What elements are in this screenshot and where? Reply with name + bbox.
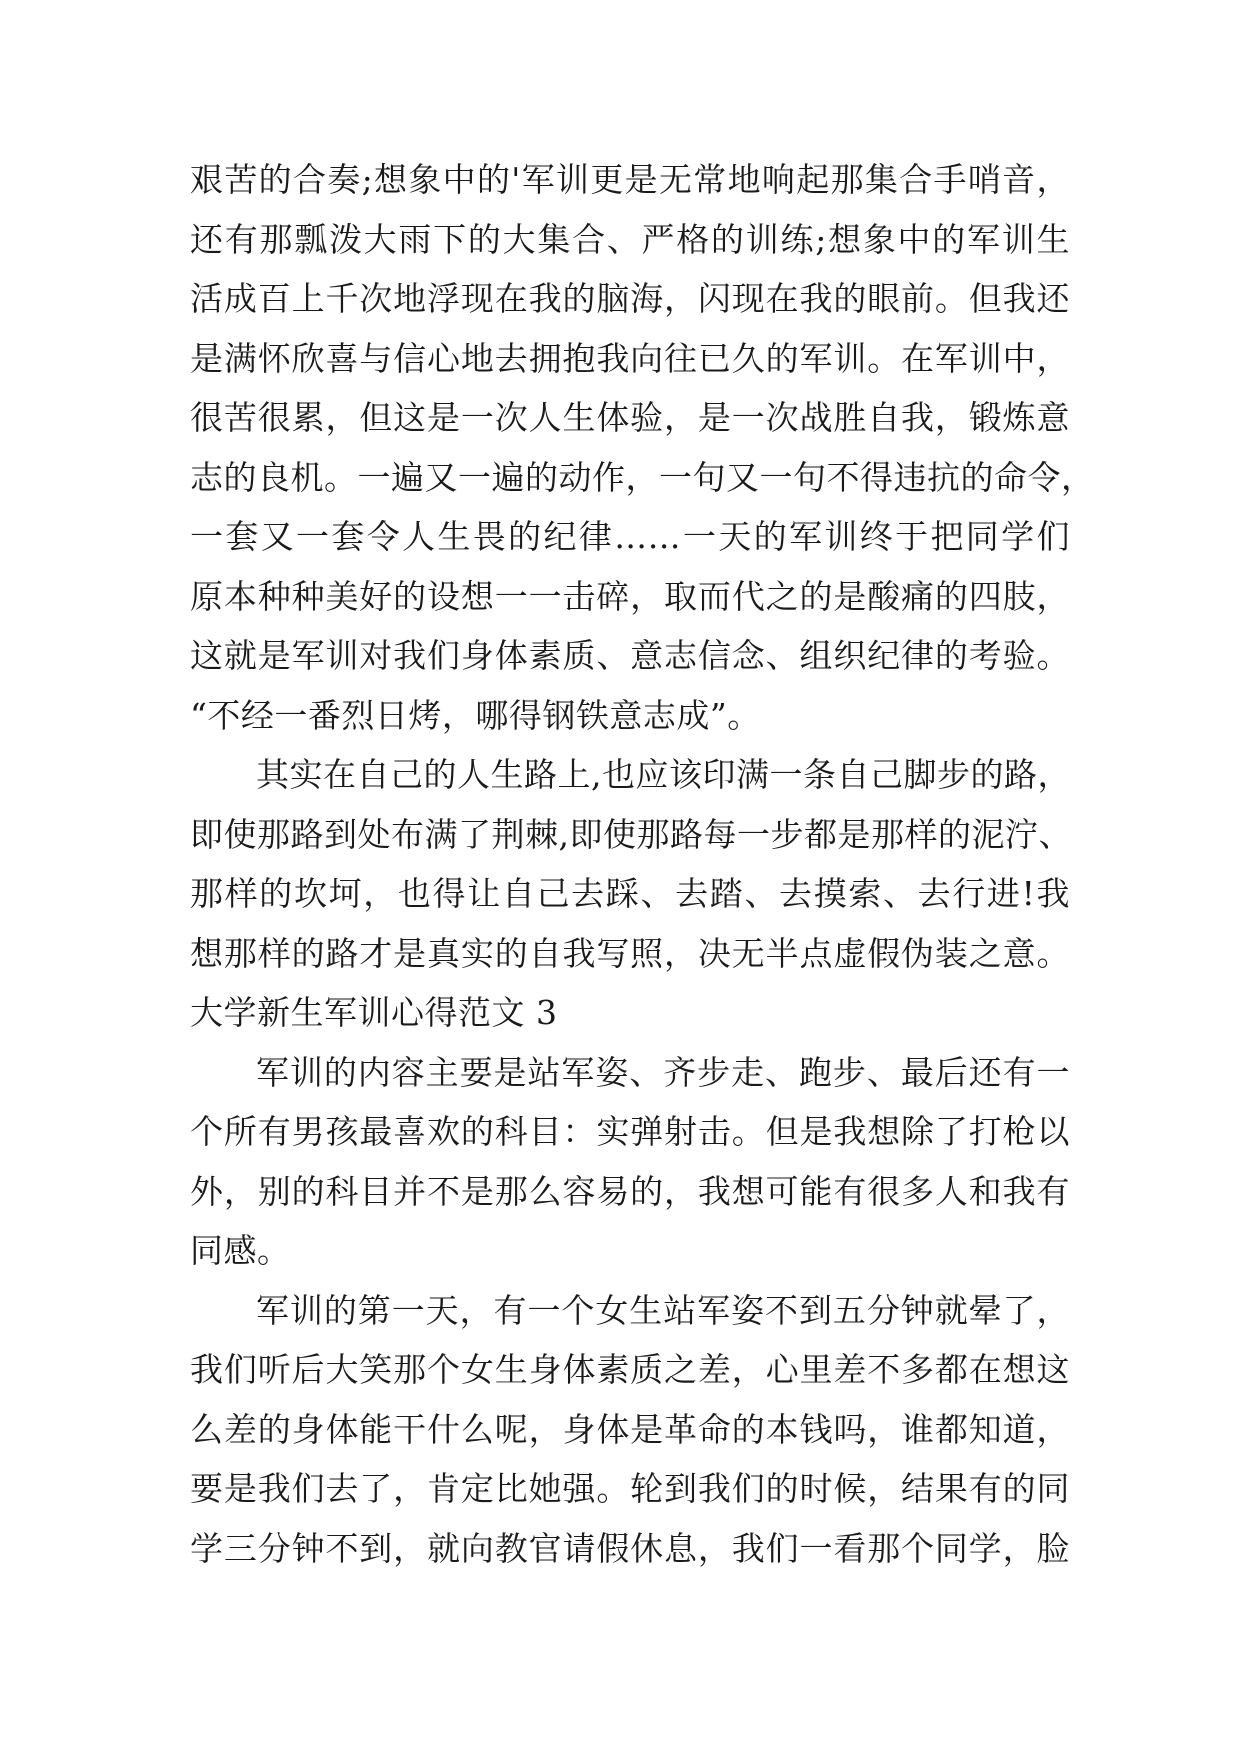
text-line: 想那样的路才是真实的自我写照，决无半点虚假伪装之意。 <box>190 933 1070 973</box>
text-line: 活成百上千次地浮现在我的脑海，闪现在我的眼前。但我还 <box>190 279 1070 318</box>
text-line: 志的良机。一遍又一遍的动作，一句又一句不得违抗的命令， <box>190 457 1095 497</box>
text-line: 原本种种美好的设想一一击碎，取而代之的是酸痛的四肢， <box>190 576 1070 616</box>
text-line: “不经一番烈日烤，哪得钢铁意志成”。 <box>190 695 761 735</box>
text-line: 军训的内容主要是站军姿、齐步走、跑步、最后还有一 <box>256 1052 1070 1092</box>
document-body <box>190 150 1095 1578</box>
text-line: 艰苦的合奏;想象中的'军训更是无常地响起那集合手哨音， <box>190 160 1070 199</box>
text-line: 那样的坎坷，也得让自己去踩、去踏、去摸索、去行进!我 <box>190 874 1070 913</box>
text-line: 其实在自己的人生路上,也应该印满一条自己脚步的路， <box>256 755 1071 794</box>
text-line: 这就是军训对我们身体素质、意志信念、组织纪律的考验。 <box>190 636 1070 675</box>
text-line: 个所有男孩最喜欢的科目：实弹射击。但是我想除了打枪以 <box>190 1112 1070 1151</box>
section-heading: 大学新生军训心得范文 3 <box>190 993 558 1032</box>
text-line: 是满怀欣喜与信心地去拥抱我向往已久的军训。在军训中， <box>190 338 1070 378</box>
text-line: 我们听后大笑那个女生身体素质之差，心里差不多都在想这 <box>190 1350 1070 1389</box>
text-line: 外，别的科目并不是那么容易的，我想可能有很多人和我有 <box>190 1171 1070 1211</box>
text-line: 学三分钟不到，就向教官请假休息，我们一看那个同学，脸 <box>190 1528 1070 1568</box>
text-line: 军训的第一天，有一个女生站军姿不到五分钟就晕了， <box>256 1290 1070 1330</box>
text-line: 要是我们去了，肯定比她强。轮到我们的时候，结果有的同 <box>190 1469 1070 1508</box>
text-line: 同感。 <box>190 1231 291 1270</box>
text-line: 即使那路到处布满了荆棘,即使那路每一步都是那样的泥泞、 <box>190 814 1072 854</box>
text-line: 一套又一套令人生畏的纪律……一天的军训终于把同学们 <box>190 517 1070 556</box>
text-line: 么差的身体能干什么呢，身体是革命的本钱吗，谁都知道， <box>190 1409 1070 1449</box>
text-line: 还有那瓢泼大雨下的大集合、严格的训练;想象中的军训生 <box>190 219 1070 259</box>
text-line: 很苦很累，但这是一次人生体验，是一次战胜自我，锻炼意 <box>190 398 1070 437</box>
